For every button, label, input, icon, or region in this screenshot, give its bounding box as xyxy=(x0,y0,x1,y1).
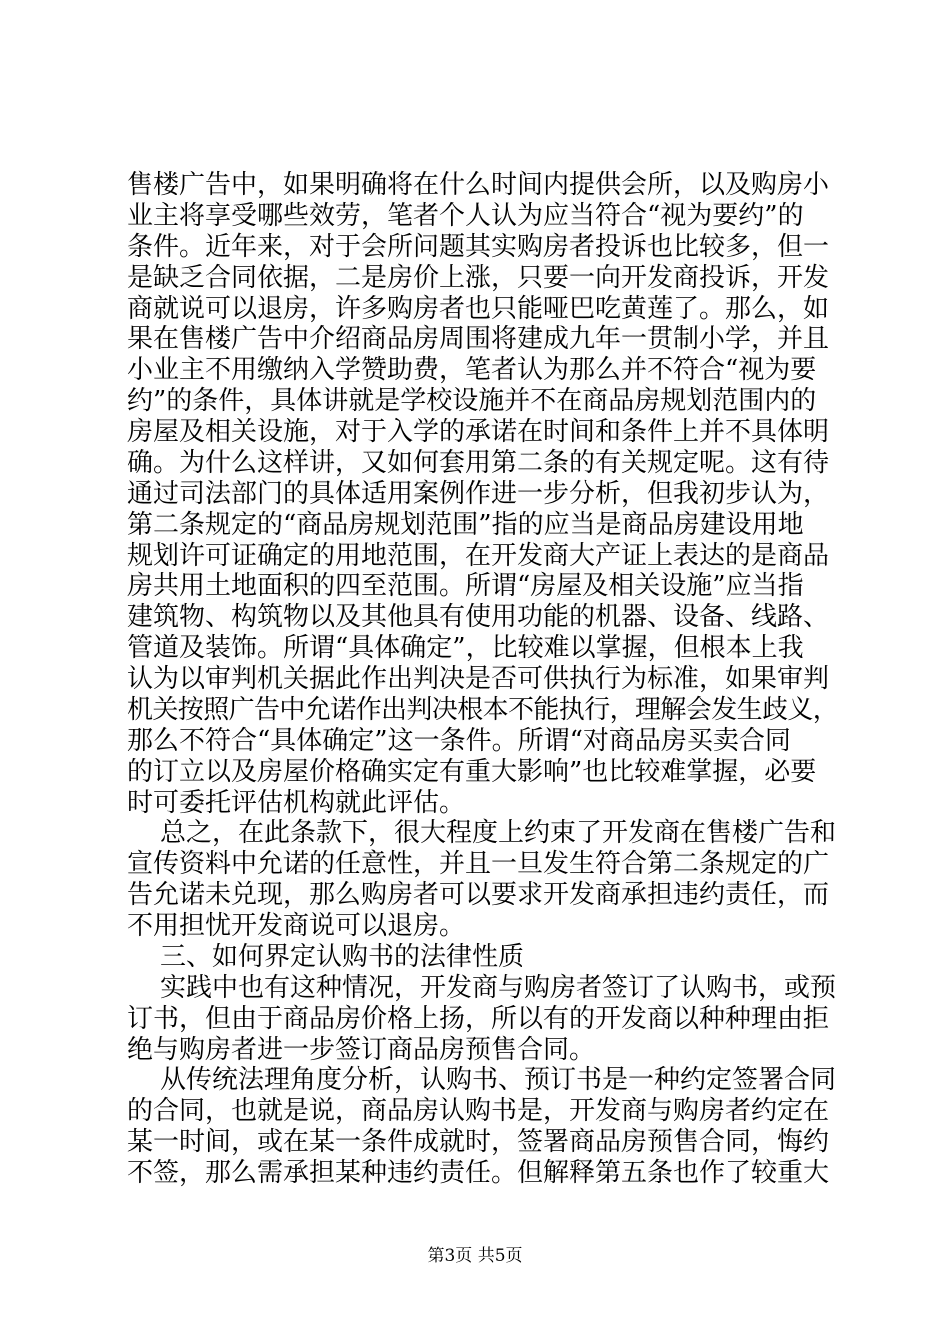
text-line: 的合同，也就是说，商品房认购书是，开发商与购房者约定在 xyxy=(127,1096,830,1127)
text-line: 房屋及相关设施，对于入学的承诺在时间和条件上并不具体明 xyxy=(127,417,830,447)
section-heading: 三、如何界定认购书的法律性质 xyxy=(160,941,525,972)
document-body xyxy=(127,170,857,1189)
text-line: 订书，但由于商品房价格上扬，所以有的开发商以种种理由拒 xyxy=(127,1003,830,1034)
text-line: 是缺乏合同依据，二是房价上涨，只要一向开发商投诉，开发 xyxy=(127,262,830,293)
text-line: 从传统法理角度分析，认购书、预订书是一种约定签署合同 xyxy=(160,1065,837,1096)
text-line: 宣传资料中允诺的任意性，并且一旦发生符合第二条规定的广 xyxy=(127,849,830,880)
text-line: 售楼广告中，如果明确将在什么时间内提供会所，以及购房小 xyxy=(127,170,830,200)
page-number: 第3页 共5页 xyxy=(427,1246,523,1266)
text-line: 房共用土地面积的四至范围。所谓“房屋及相关设施”应当指 xyxy=(127,571,804,602)
text-line: 建筑物、构筑物以及其他具有使用功能的机器、设备、线路、 xyxy=(127,602,830,633)
text-line: 时可委托评估机构就此评估。 xyxy=(127,787,466,818)
text-line: 的订立以及房屋价格确实定有重大影响”也比较难掌握，必要 xyxy=(127,756,817,787)
text-line: 业主将享受哪些效劳，笔者个人认为应当符合“视为要约”的 xyxy=(127,200,804,231)
text-line: 商就说可以退房，许多购房者也只能哑巴吃黄莲了。那么，如 xyxy=(127,293,830,324)
text-line: 某一时间，或在某一条件成就时，签署商品房预售合同，悔约 xyxy=(127,1127,830,1158)
text-line: 不签，那么需承担某种违约责任。但解释第五条也作了较重大 xyxy=(127,1158,830,1188)
text-line: 认为以审判机关据此作出判决是否可供执行为标准，如果审判 xyxy=(127,664,830,694)
text-line: 第二条规定的“商品房规划范围”指的应当是商品房建设用地 xyxy=(127,509,804,540)
text-line: 那么不符合“具体确定”这一条件。所谓“对商品房买卖合同 xyxy=(127,725,791,756)
text-line: 规划许可证确定的用地范围，在开发商大产证上表达的是商品 xyxy=(127,540,830,571)
text-line: 约”的条件，具体讲就是学校设施并不在商品房规划范围内的 xyxy=(127,386,817,417)
text-line: 不用担忧开发商说可以退房。 xyxy=(127,911,466,941)
paragraph-summary xyxy=(127,818,857,942)
paragraph-practice xyxy=(127,973,857,1066)
text-line: 绝与购房者进一步签订商品房预售合同。 xyxy=(127,1034,596,1065)
text-line: 总之，在此条款下，很大程度上约束了开发商在售楼广告和 xyxy=(160,818,837,849)
section-heading-block xyxy=(127,942,857,973)
text-line: 确。为什么这样讲，又如何套用第二条的有关规定呢。这有待 xyxy=(127,447,830,478)
page-footer xyxy=(0,1244,950,1268)
text-line: 告允诺未兑现，那么购房者可以要求开发商承担违约责任，而 xyxy=(127,880,830,911)
text-line: 条件。近年来，对于会所问题其实购房者投诉也比较多，但一 xyxy=(127,231,830,262)
text-line: 管道及装饰。所谓“具体确定”，比较难以掌握，但根本上我 xyxy=(127,633,804,664)
text-line: 实践中也有这种情况，开发商与购房者签订了认购书，或预 xyxy=(160,972,837,1003)
text-line: 通过司法部门的具体适用案例作进一步分析，但我初步认为， xyxy=(127,478,830,509)
text-line: 机关按照广告中允诺作出判决根本不能执行，理解会发生歧义， xyxy=(127,694,839,725)
paragraph-continued xyxy=(127,170,857,818)
text-line: 小业主不用缴纳入学赞助费，笔者认为那么并不符合“视为要 xyxy=(127,355,817,386)
text-line: 果在售楼广告中介绍商品房周围将建成九年一贯制小学，并且 xyxy=(127,324,830,355)
paragraph-analysis xyxy=(127,1065,857,1189)
